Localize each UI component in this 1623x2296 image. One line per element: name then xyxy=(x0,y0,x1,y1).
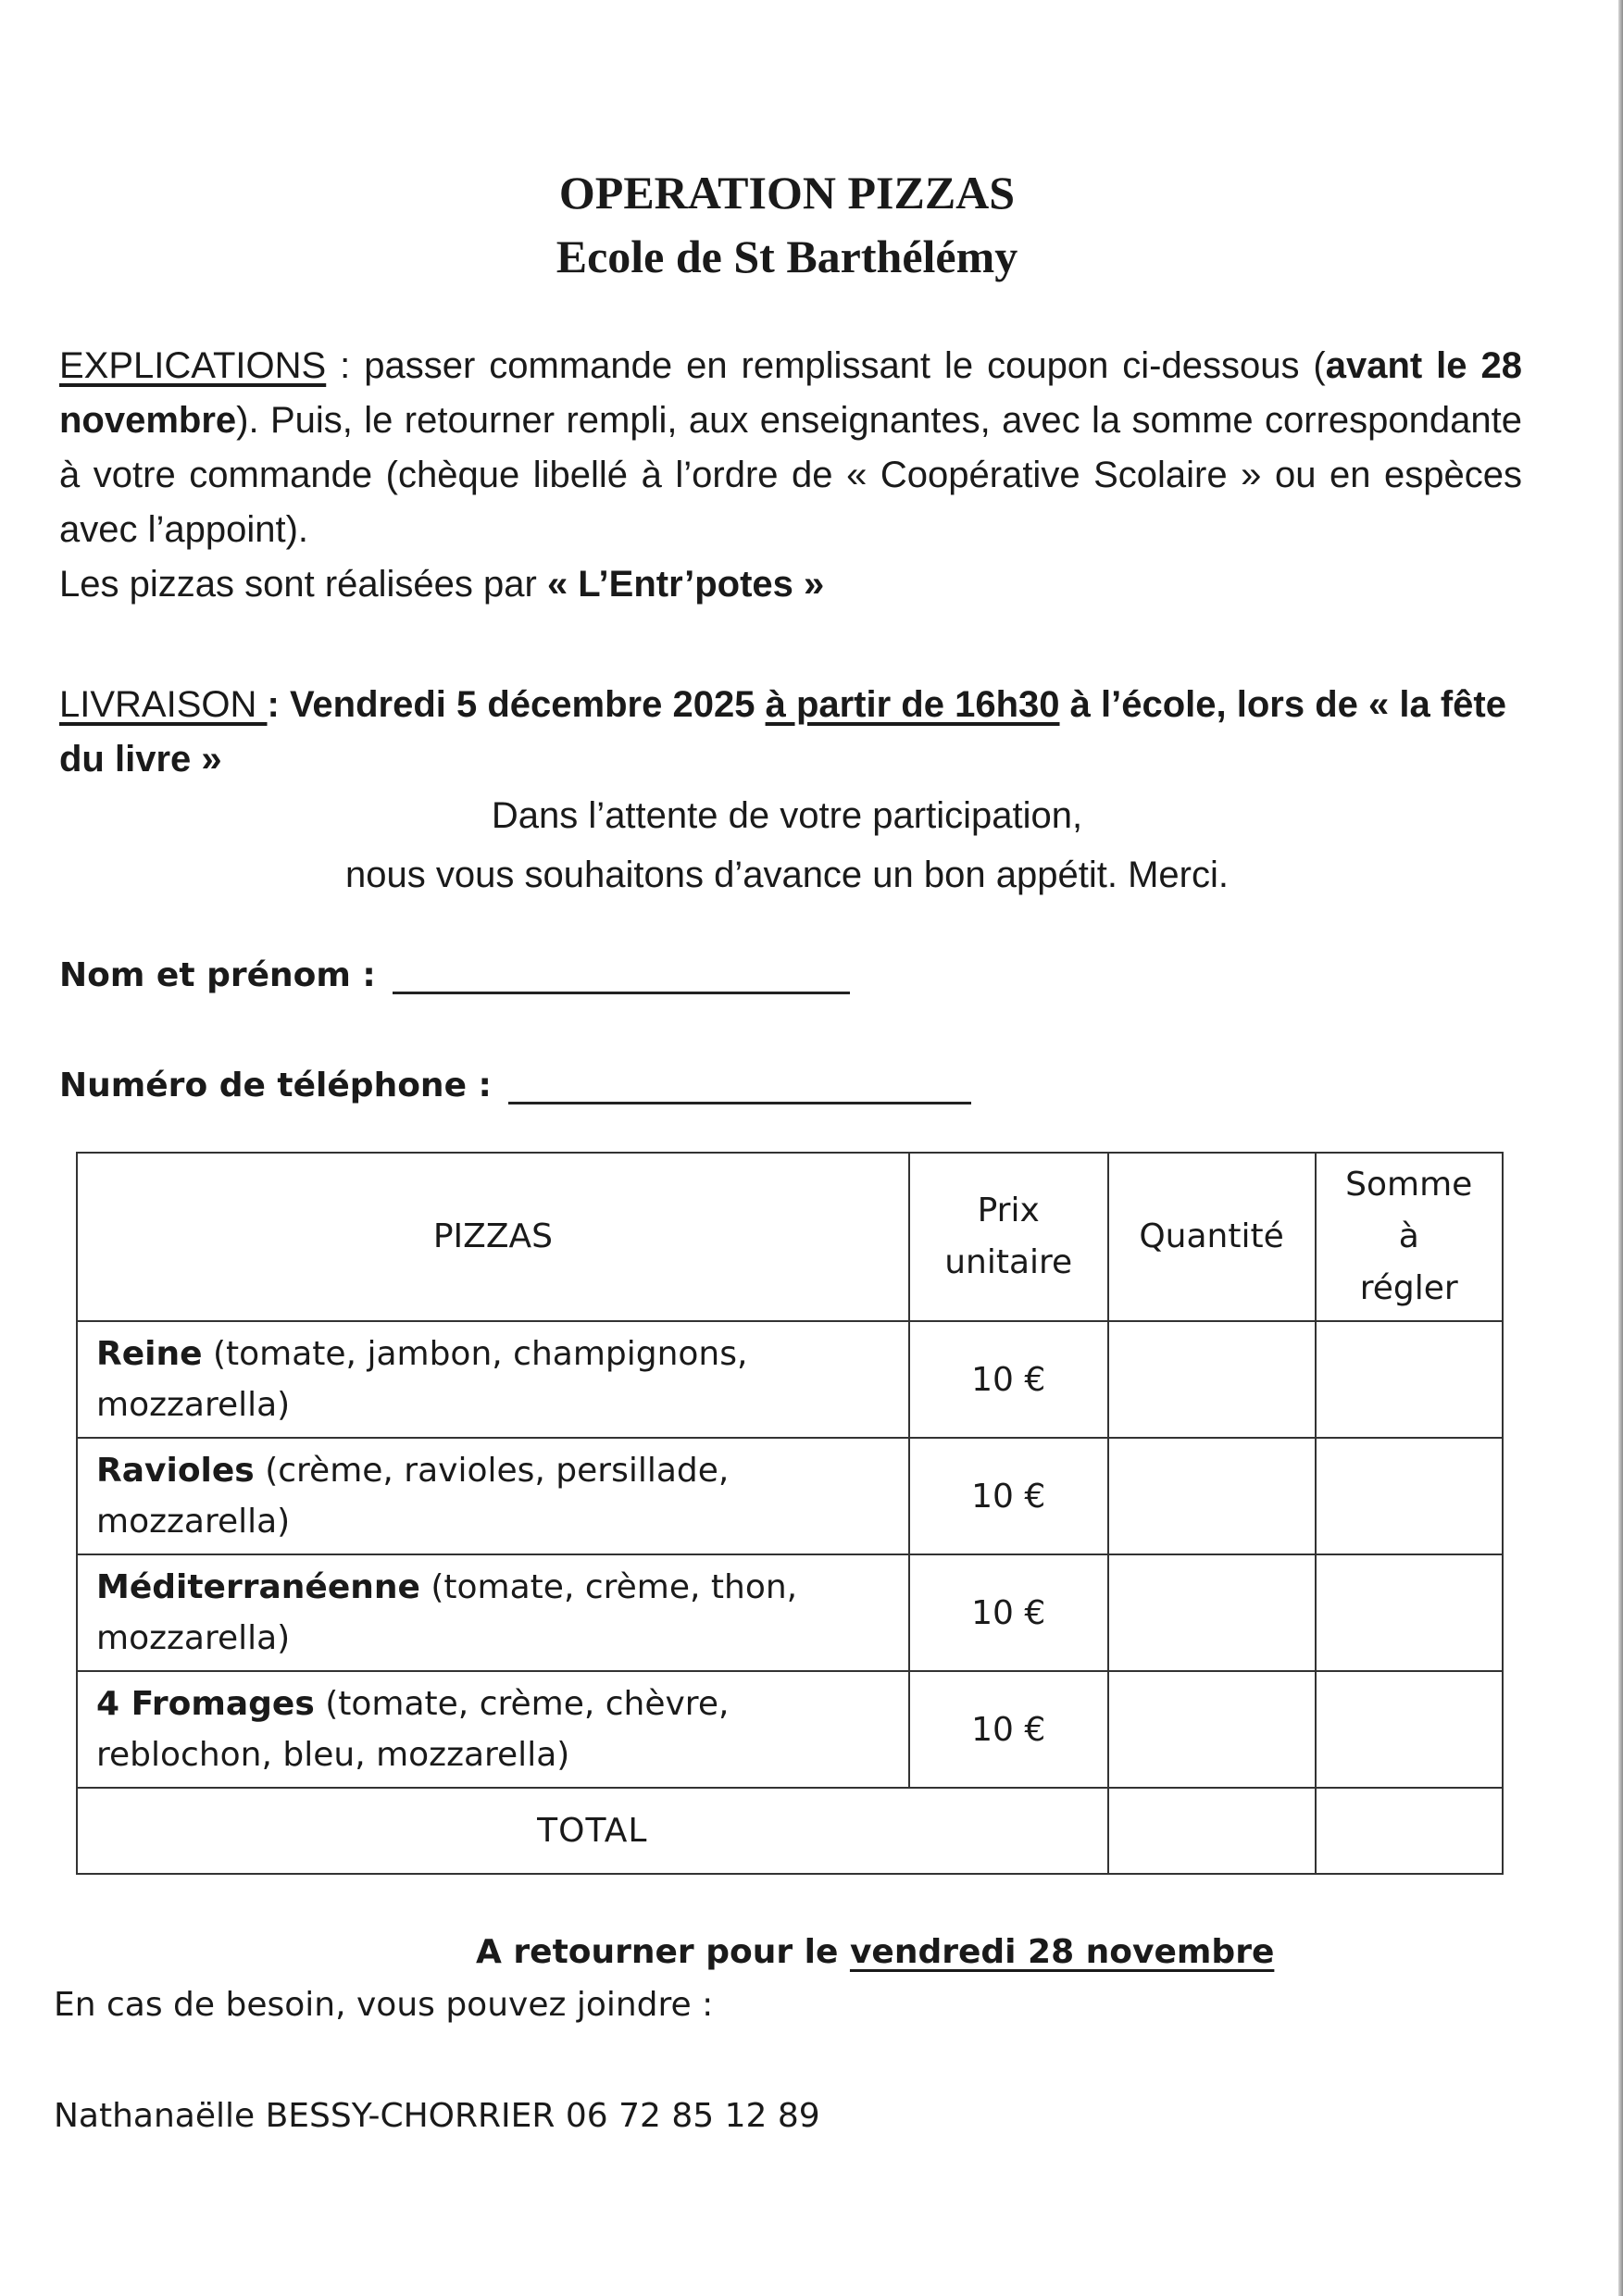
pizza-ingredients: (crème, ravioles, persillade, mozzarella) xyxy=(96,1452,730,1541)
price-cell: 10 € xyxy=(909,1671,1108,1788)
delivery-space xyxy=(755,684,765,725)
phone-field xyxy=(59,1067,971,1104)
explanations-text-1: : passer commande en remplissant le coupon ci-dessous ( xyxy=(326,345,1326,386)
name-field xyxy=(59,956,850,994)
delivery-label: LIVRAISON xyxy=(59,684,268,725)
pizza-name: Méditerranéenne xyxy=(96,1568,420,1606)
pizza-ingredients: (tomate, crème, thon, mozzarella) xyxy=(96,1568,798,1657)
order-table xyxy=(76,1152,1504,1875)
phone-label: Numéro de téléphone : xyxy=(59,1067,492,1104)
header-sum-line-2: à xyxy=(1398,1217,1419,1255)
pizza-cell xyxy=(77,1671,909,1788)
page-title: OPERATION PIZZAS xyxy=(558,167,1016,218)
delivery-time: à partir de 16h30 xyxy=(765,684,1060,725)
total-row xyxy=(77,1788,1503,1874)
pizza-cell xyxy=(77,1321,909,1438)
delivery-section xyxy=(59,678,1522,787)
pizza-ingredients: (tomate, jambon, champignons, mozzarella) xyxy=(96,1335,748,1424)
order-deadline: avant le 28 novembre xyxy=(59,345,1522,441)
scan-edge xyxy=(1618,0,1623,2296)
table-header-row xyxy=(77,1153,1503,1321)
quantity-cell[interactable] xyxy=(1108,1554,1316,1671)
total-amount-cell[interactable] xyxy=(1316,1788,1503,1874)
explanations-section xyxy=(59,339,1522,612)
quantity-cell[interactable] xyxy=(1108,1321,1316,1438)
header-quantity: Quantité xyxy=(1108,1153,1316,1321)
pizza-cell xyxy=(77,1554,909,1671)
price-cell: 10 € xyxy=(909,1554,1108,1671)
pizza-name: Ravioles xyxy=(96,1452,255,1490)
school-name: Ecole de St Barthélémy xyxy=(556,231,1018,282)
return-date: vendredi 28 novembre xyxy=(849,1933,1275,1971)
name-label: Nom et prénom : xyxy=(59,956,376,994)
header-pizzas: PIZZAS xyxy=(77,1153,909,1321)
amount-cell[interactable] xyxy=(1316,1438,1503,1554)
quantity-cell[interactable] xyxy=(1108,1438,1316,1554)
explanations-label: EXPLICATIONS xyxy=(59,345,327,386)
header-sum-line-3: régler xyxy=(1359,1269,1458,1307)
table-row xyxy=(77,1671,1503,1788)
phone-input-line[interactable] xyxy=(508,1074,971,1104)
quantity-cell[interactable] xyxy=(1108,1671,1316,1788)
pizza-ingredients: (tomate, crème, chèvre, reblochon, bleu, mozzarella) xyxy=(96,1685,730,1774)
header-amount-due xyxy=(1316,1153,1503,1321)
closing-line-2: nous vous souhaitons d’avance un bon appétit. Merci. xyxy=(345,855,1229,895)
return-deadline xyxy=(476,1933,1274,1971)
maker-name: « L’Entr’potes » xyxy=(546,564,825,605)
total-quantity-cell[interactable] xyxy=(1108,1788,1316,1874)
pizza-name: Reine xyxy=(96,1335,203,1373)
total-label: TOTAL xyxy=(77,1788,1108,1874)
delivery-date: Vendredi 5 décembre 2025 xyxy=(289,684,755,725)
price-cell: 10 € xyxy=(909,1438,1108,1554)
contact-intro: En cas de besoin, vous pouvez joindre : xyxy=(54,1986,714,2024)
explanations-text-2: ). Puis, le retourner rempli, aux enseignantes, avec la somme correspondante à votre commande (chèque libellé à l’ordre de « Coopérative Scolaire » ou en espèces avec l’appoint). xyxy=(59,400,1522,550)
delivery-place: à l’école, lors de « la fête du livre » xyxy=(59,684,1506,780)
name-input-line[interactable] xyxy=(393,964,850,994)
pizza-name: 4 Fromages xyxy=(96,1685,315,1723)
price-cell: 10 € xyxy=(909,1321,1108,1438)
table-row xyxy=(77,1554,1503,1671)
delivery-separator: : xyxy=(267,684,290,725)
maker-prefix: Les pizzas sont réalisées par xyxy=(59,564,547,605)
table-row xyxy=(77,1321,1503,1438)
return-prefix: A retourner pour le xyxy=(476,1933,850,1971)
header-sum-line-1: Somme xyxy=(1345,1166,1473,1204)
amount-cell[interactable] xyxy=(1316,1321,1503,1438)
table-row xyxy=(77,1438,1503,1554)
closing-line-1: Dans l’attente de votre participation, xyxy=(491,795,1083,836)
contact-person: Nathanaëlle BESSY-CHORRIER 06 72 85 12 89 xyxy=(54,2097,820,2135)
header-unit-price: Prix unitaire xyxy=(909,1153,1108,1321)
amount-cell[interactable] xyxy=(1316,1671,1503,1788)
pizza-cell xyxy=(77,1438,909,1554)
amount-cell[interactable] xyxy=(1316,1554,1503,1671)
